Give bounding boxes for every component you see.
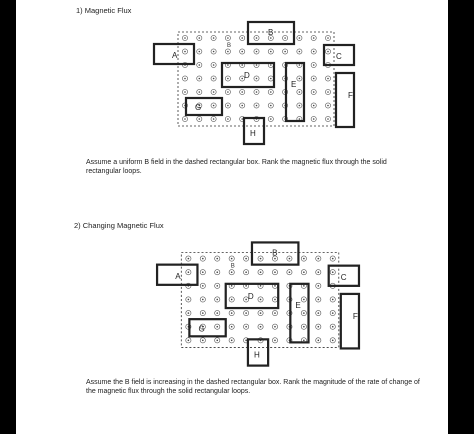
field-out-of-page-icon [311,89,316,94]
field-out-of-page-icon [215,310,220,315]
loop-c-label: C [340,272,347,282]
field-out-of-page-icon [330,270,335,275]
field-out-of-page-icon [200,338,205,343]
field-out-of-page-icon [325,76,330,81]
field-out-of-page-icon [258,256,263,261]
field-out-of-page-icon [330,297,335,302]
question-1-heading: 1) Magnetic Flux [76,6,132,15]
question-1-diagram [146,18,356,144]
field-out-of-page-icon [325,116,330,121]
loop-e-label: E [291,80,297,89]
field-out-of-page-icon [268,103,273,108]
field-out-of-page-icon [311,103,316,108]
field-out-of-page-icon [225,89,230,94]
loop-c [329,266,359,286]
field-out-of-page-icon [311,35,316,40]
field-out-of-page-icon [258,310,263,315]
field-out-of-page-icon [211,89,216,94]
field-out-of-page-icon [225,103,230,108]
field-out-of-page-icon [330,338,335,343]
field-out-of-page-icon [215,338,220,343]
field-out-of-page-icon [182,89,187,94]
field-out-of-page-icon [330,310,335,315]
field-out-of-page-icon [186,338,191,343]
field-out-of-page-icon [182,49,187,54]
field-out-of-page-icon [316,270,321,275]
field-out-of-page-icon [254,103,259,108]
field-out-of-page-icon [268,76,273,81]
field-out-of-page-icon [258,297,263,302]
field-label-b: B [227,43,232,49]
field-out-of-page-icon [311,62,316,67]
question-1-instruction: Assume a uniform B field in the dashed rectangular box. Rank the magnetic flux through the solid rectangular loops. [86,159,387,175]
field-out-of-page-icon [229,270,234,275]
field-out-of-page-icon [229,324,234,329]
field-out-of-page-icon [200,310,205,315]
field-out-of-page-icon [243,270,248,275]
field-out-of-page-icon [330,324,335,329]
field-out-of-page-icon [182,116,187,121]
question-2-heading: 2) Changing Magnetic Flux [74,221,164,230]
field-out-of-page-icon [200,270,205,275]
field-out-of-page-icon [215,270,220,275]
field-out-of-page-icon [186,297,191,302]
field-out-of-page-icon [200,297,205,302]
loop-c [324,45,354,65]
field-out-of-page-icon [272,324,277,329]
field-out-of-page-icon [229,256,234,261]
field-out-of-page-icon [316,256,321,261]
field-out-of-page-icon [197,76,202,81]
loop-h-label: H [250,129,256,138]
field-out-of-page-icon [311,116,316,121]
loop-a [154,44,194,64]
field-out-of-page-icon [316,297,321,302]
field-out-of-page-icon [297,35,302,40]
field-out-of-page-icon [211,35,216,40]
field-out-of-page-icon [229,297,234,302]
loop-a-label: A [172,51,178,60]
loop-h-label: H [253,350,260,360]
field-out-of-page-icon [182,35,187,40]
field-out-of-page-icon [197,35,202,40]
loop-h [248,339,268,365]
field-out-of-page-icon [301,270,306,275]
field-out-of-page-icon [240,49,245,54]
field-out-of-page-icon [283,49,288,54]
field-out-of-page-icon [297,49,302,54]
field-out-of-page-icon [197,116,202,121]
question-2-instruction: Assume the B field is increasing in the dashed rectangular box. Rank the magnitude of the rate of change of the magnetic flux through the solid rectangular loops. [86,379,420,395]
field-out-of-page-icon [211,49,216,54]
field-out-of-page-icon [240,35,245,40]
field-out-of-page-icon [330,256,335,261]
loop-a-label: A [175,271,181,281]
worksheet-page [16,0,448,434]
field-out-of-page-icon [254,76,259,81]
loop-g-label: G [198,324,205,334]
field-out-of-page-icon [283,35,288,40]
field-out-of-page-icon [182,76,187,81]
field-out-of-page-icon [243,310,248,315]
field-out-of-page-icon [197,89,202,94]
field-out-of-page-icon [229,310,234,315]
field-out-of-page-icon [225,116,230,121]
field-out-of-page-icon [225,76,230,81]
field-out-of-page-icon [197,62,202,67]
field-out-of-page-icon [287,270,292,275]
field-out-of-page-icon [229,338,234,343]
loop-h [244,118,264,144]
loop-g-label: G [195,103,202,112]
loop-d-label: D [247,291,254,301]
loop-g [186,98,222,115]
field-out-of-page-icon [316,324,321,329]
field-out-of-page-icon [301,310,306,315]
field-out-of-page-icon [272,297,277,302]
field-out-of-page-icon [200,256,205,261]
field-out-of-page-icon [186,310,191,315]
field-out-of-page-icon [311,76,316,81]
field-out-of-page-icon [215,256,220,261]
field-out-of-page-icon [215,297,220,302]
loop-c-label: C [336,52,342,61]
field-out-of-page-icon [254,49,259,54]
field-out-of-page-icon [211,116,216,121]
field-out-of-page-icon [186,270,191,275]
field-out-of-page-icon [272,338,277,343]
field-out-of-page-icon [301,297,306,302]
field-out-of-page-icon [325,35,330,40]
field-out-of-page-icon [325,49,330,54]
field-out-of-page-icon [268,116,273,121]
field-out-of-page-icon [211,62,216,67]
field-out-of-page-icon [215,283,220,288]
field-out-of-page-icon [243,256,248,261]
field-out-of-page-icon [272,310,277,315]
field-out-of-page-icon [254,89,259,94]
loop-b-label: B [272,248,278,258]
field-out-of-page-icon [215,324,220,329]
field-out-of-page-icon [211,76,216,81]
loop-a [157,265,197,285]
field-out-of-page-icon [225,49,230,54]
loop-f-label: F [352,312,358,322]
field-out-of-page-icon [316,338,321,343]
field-out-of-page-icon [325,103,330,108]
question-2-diagram [149,238,361,366]
field-out-of-page-icon [211,103,216,108]
field-out-of-page-icon [200,283,205,288]
field-out-of-page-icon [301,324,306,329]
field-out-of-page-icon [240,103,245,108]
field-out-of-page-icon [301,256,306,261]
field-out-of-page-icon [316,310,321,315]
loop-d-label: D [244,71,250,80]
field-out-of-page-icon [297,89,302,94]
loop-f [336,73,354,127]
field-out-of-page-icon [325,89,330,94]
loop-e [290,284,308,343]
field-label-b: B [230,263,235,270]
field-out-of-page-icon [287,256,292,261]
field-out-of-page-icon [268,89,273,94]
loop-e-label: E [295,301,301,311]
field-out-of-page-icon [258,324,263,329]
field-out-of-page-icon [316,283,321,288]
field-out-of-page-icon [254,35,259,40]
field-out-of-page-icon [225,35,230,40]
field-out-of-page-icon [186,256,191,261]
field-out-of-page-icon [258,270,263,275]
field-out-of-page-icon [272,270,277,275]
loop-g [189,319,225,336]
field-out-of-page-icon [243,324,248,329]
field-out-of-page-icon [297,76,302,81]
field-out-of-page-icon [297,103,302,108]
loop-f-label: F [348,91,353,100]
loop-b-label: B [268,28,274,37]
loop-e [286,63,304,121]
field-out-of-page-icon [240,89,245,94]
loop-f [341,294,359,349]
field-out-of-page-icon [197,49,202,54]
field-out-of-page-icon [268,49,273,54]
field-out-of-page-icon [311,49,316,54]
